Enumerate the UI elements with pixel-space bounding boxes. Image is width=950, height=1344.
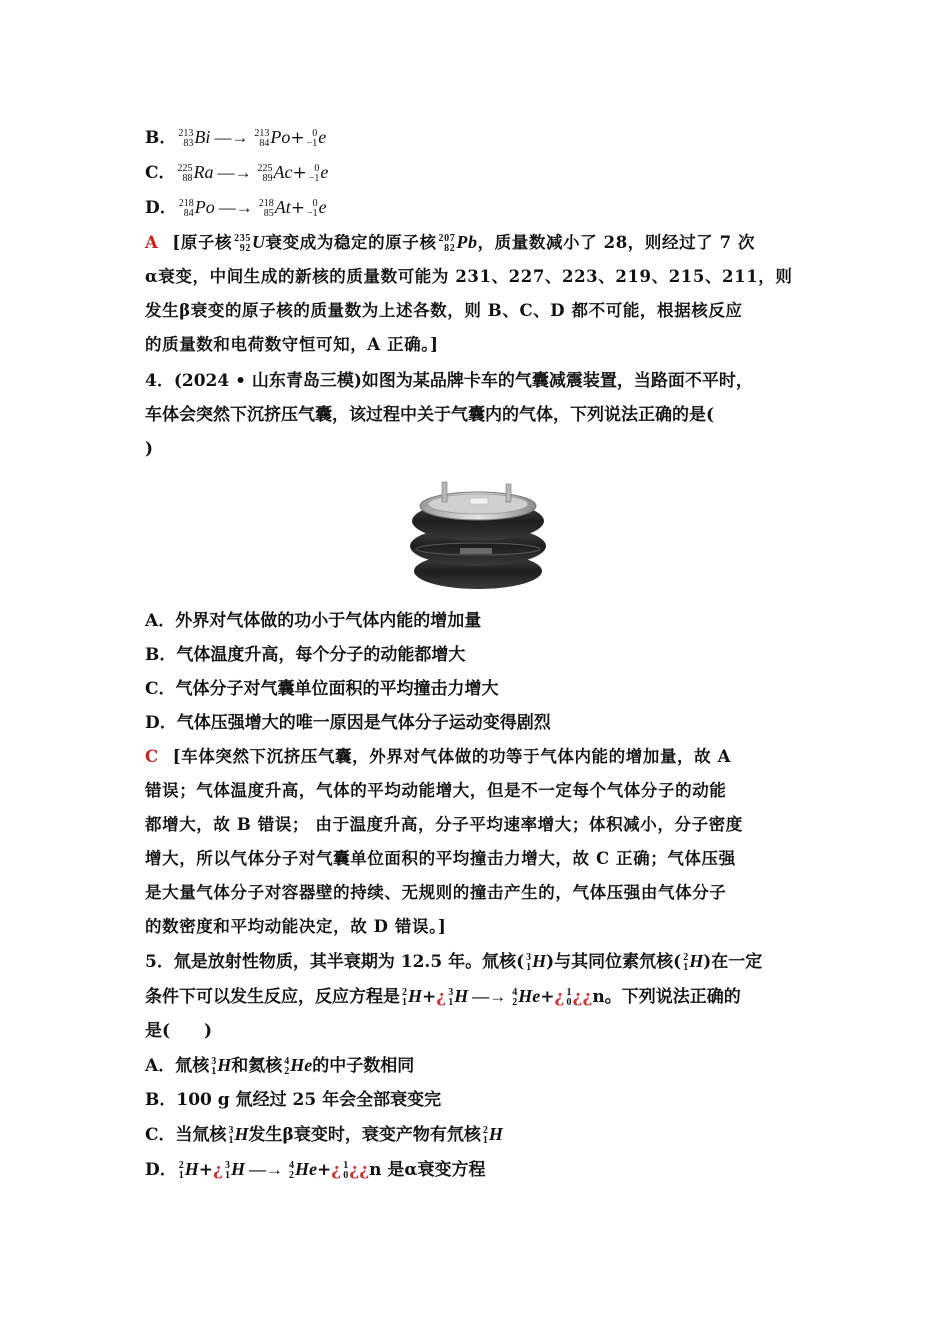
- q3-option-d[interactable]: D． 218 84 Po —→ 218 85 At+ 0 −1 e: [145, 197, 327, 219]
- air-spring-figure: [145, 476, 810, 592]
- air-spring-image: [408, 476, 548, 592]
- reaction-arrow: —→: [217, 163, 252, 182]
- q4-answer: C: [145, 747, 159, 766]
- nuclide: 218 85: [258, 197, 274, 219]
- q3-explanation-line-3: 发生β衰变的原子核的质量数为上述各数，则 B、C、D 都不可能，根据核反应: [145, 301, 743, 320]
- q4-option-b[interactable]: B．气体温度升高，每个分子的动能都增大: [145, 645, 466, 665]
- q3-answer: A: [145, 233, 159, 252]
- q4-stem-line-2: 车体会突然下沉挤压气囊，该过程中关于气囊内的气体，下列说法正确的是(: [145, 405, 715, 425]
- nuclide: 213 84: [254, 127, 270, 149]
- q5-option-d[interactable]: D． 2 1 H+¿ 3 1 H —→ 4 2 He+¿ 1 0 ¿¿n 是α衰变方程: [145, 1159, 486, 1181]
- q5-stem-line-3: 是( ): [145, 1021, 213, 1041]
- nuclide: 213 83: [178, 127, 194, 149]
- q4-option-a[interactable]: A．外界对气体做的功小于气体内能的增加量: [145, 611, 482, 631]
- q5-option-a[interactable]: A．氚核 3 1 H和氦核 4 2 He的中子数相同: [145, 1055, 415, 1077]
- nuclide: 0 −1: [308, 162, 320, 184]
- q5-option-b[interactable]: B．100 g 氚经过 25 年会全部衰变完: [145, 1090, 442, 1110]
- q5-stem-line-2: 条件下可以发生反应，反应方程是 2 1 H+¿ 3 1 H —→ 4 2 He+¿ 1 0 ¿¿n。下列说法正确的: [145, 986, 741, 1008]
- q3-option-b[interactable]: B． 213 83 Bi —→ 213 84 Po+ 0 −1 e: [145, 127, 327, 149]
- nuclide: 207 82: [438, 232, 456, 254]
- reaction-arrow: —→: [218, 198, 253, 217]
- q4-explanation-line-5: 是大量气体分子对容器壁的持续、无规则的撞击产生的，气体压强由气体分子: [145, 883, 727, 902]
- q4-explanation-line-2: 错误；气体温度升高，气体的平均动能增大，但是不一定每个气体分子的动能: [145, 781, 727, 800]
- q3-explanation-line-1: A [原子核 235 92 U衰变成为稳定的原子核 207 82 Pb，质量数减小了 28，则经过了 7 次: [145, 232, 756, 254]
- q3-explanation-line-4: 的质量数和电荷数守恒可知，A 正确。]: [145, 335, 439, 354]
- nuclide: 218 84: [178, 197, 194, 219]
- q4-explanation-line-3: 都增大，故 B 错误； 由于温度升高，分子平均速率增大；体积减小，分子密度: [145, 815, 743, 834]
- nuclide: 0 −1: [306, 127, 318, 149]
- nuclide: 225 89: [257, 162, 273, 184]
- nuclide: 0 −1: [307, 197, 318, 219]
- q3-explanation-line-2: α衰变，中间生成的新核的质量数可能为 231、227、223、219、215、211，则: [145, 267, 793, 286]
- q4-stem-line-3: ): [145, 439, 154, 459]
- q5-stem-line-1: 5．氚是放射性物质，其半衰期为 12.5 年。氚核( 3 1 H)与其同位素氘核( 2 1 H)在一定: [145, 951, 763, 973]
- q4-explanation-line-6: 的数密度和平均动能决定，故 D 错误。]: [145, 917, 447, 936]
- nuclide: 225 88: [177, 162, 193, 184]
- q4-option-c[interactable]: C．气体分子对气囊单位面积的平均撞击力增大: [145, 679, 499, 699]
- reaction-arrow: —→: [214, 128, 249, 147]
- q3-option-c[interactable]: C． 225 88 Ra —→ 225 89 Ac+ 0 −1 e: [145, 162, 329, 184]
- nuclide: 235 92: [234, 232, 251, 254]
- q5-option-c[interactable]: C．当氚核 3 1 H发生β衰变时，衰变产物有氘核 2 1 H: [145, 1124, 503, 1146]
- q4-explanation-line-4: 增大，所以气体分子对气囊单位面积的平均撞击力增大，故 C 正确；气体压强: [145, 849, 736, 868]
- q4-stem-line-1: 4．(2024 • 山东青岛三模)如图为某品牌卡车的气囊减震装置，当路面不平时，: [145, 371, 753, 391]
- q4-explanation-line-1: C [车体突然下沉挤压气囊，外界对气体做的功等于气体内能的增加量，故 A: [145, 747, 731, 766]
- q4-option-d[interactable]: D．气体压强增大的唯一原因是气体分子运动变得剧烈: [145, 713, 551, 733]
- document-page: [145, 120, 810, 1187]
